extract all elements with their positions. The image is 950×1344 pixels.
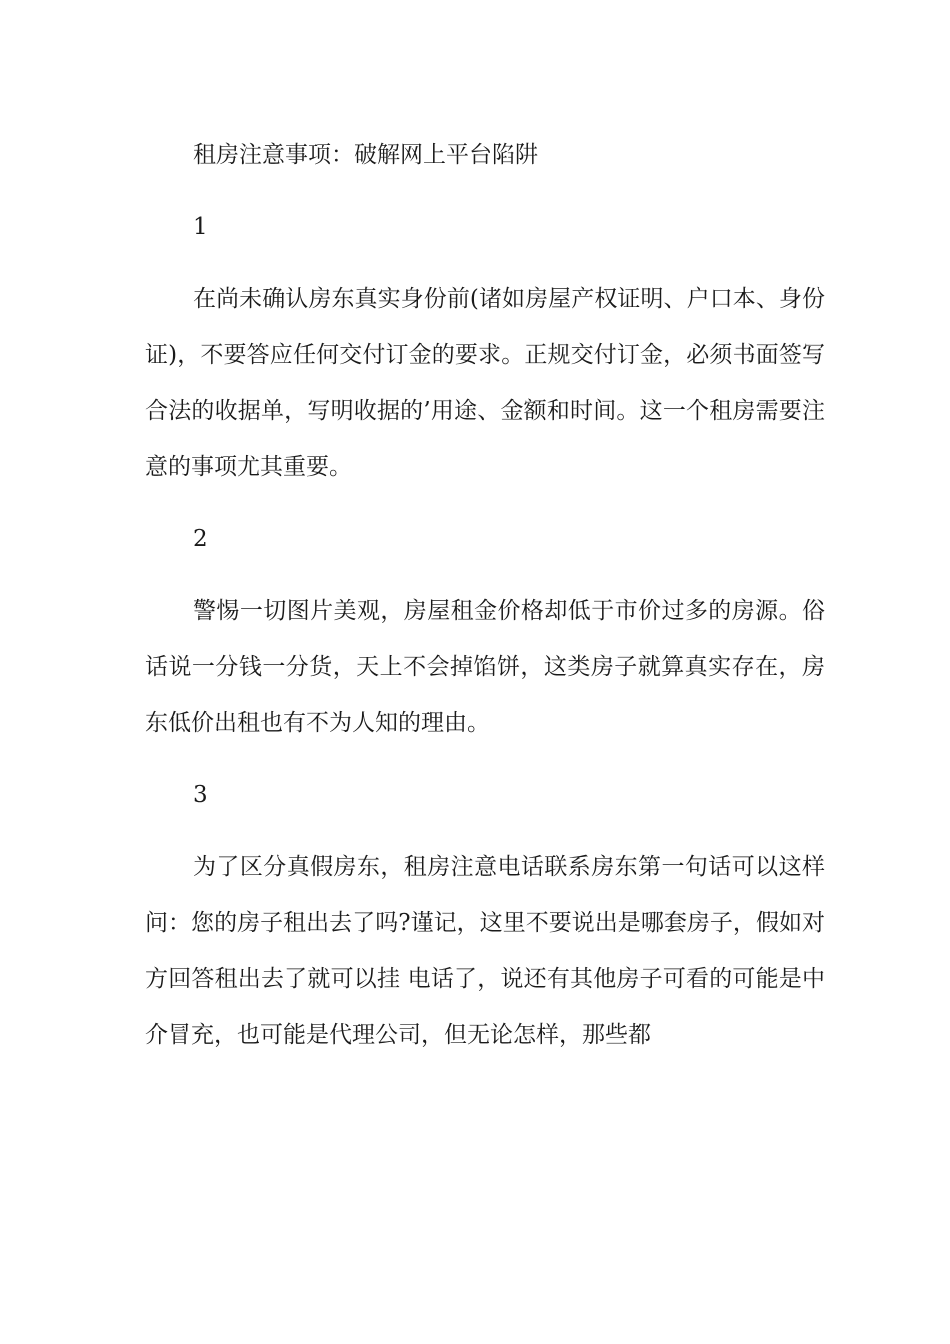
- section-number-1: 1: [193, 214, 208, 240]
- section-number-2: 2: [193, 526, 208, 552]
- section-paragraph-2: 警惕一切图片美观，房屋租金价格却低于市价过多的房源。俗话说一分钱一分货，天上不会掉馅饼，这类房子就算真实存在，房东低价出租也有不为人知的理由。: [145, 598, 825, 736]
- section-paragraph-3: 为了区分真假房东，租房注意电话联系房东第一句话可以这样问：您的房子租出去了吗?谨记，这里不要说出是哪套房子，假如对方回答租出去了就可以挂 电话了，说还有其他房子可看的可能是中介冒充，也可能是代理公司，但无论怎样，那些都: [145, 854, 825, 1048]
- document-body: [145, 127, 825, 1079]
- section-paragraph-1: 在尚未确认房东真实身份前(诸如房屋产权证明、户口本、身份证)，不要答应任何交付订金的要求。正规交付订金，必须书面签写合法的收据单，写明收据的’用途、金额和时间。这一个租房需要注意的事项尤其重要。: [145, 286, 825, 480]
- document-title: 租房注意事项：破解网上平台陷阱: [193, 142, 538, 168]
- section-number-3: 3: [193, 782, 208, 808]
